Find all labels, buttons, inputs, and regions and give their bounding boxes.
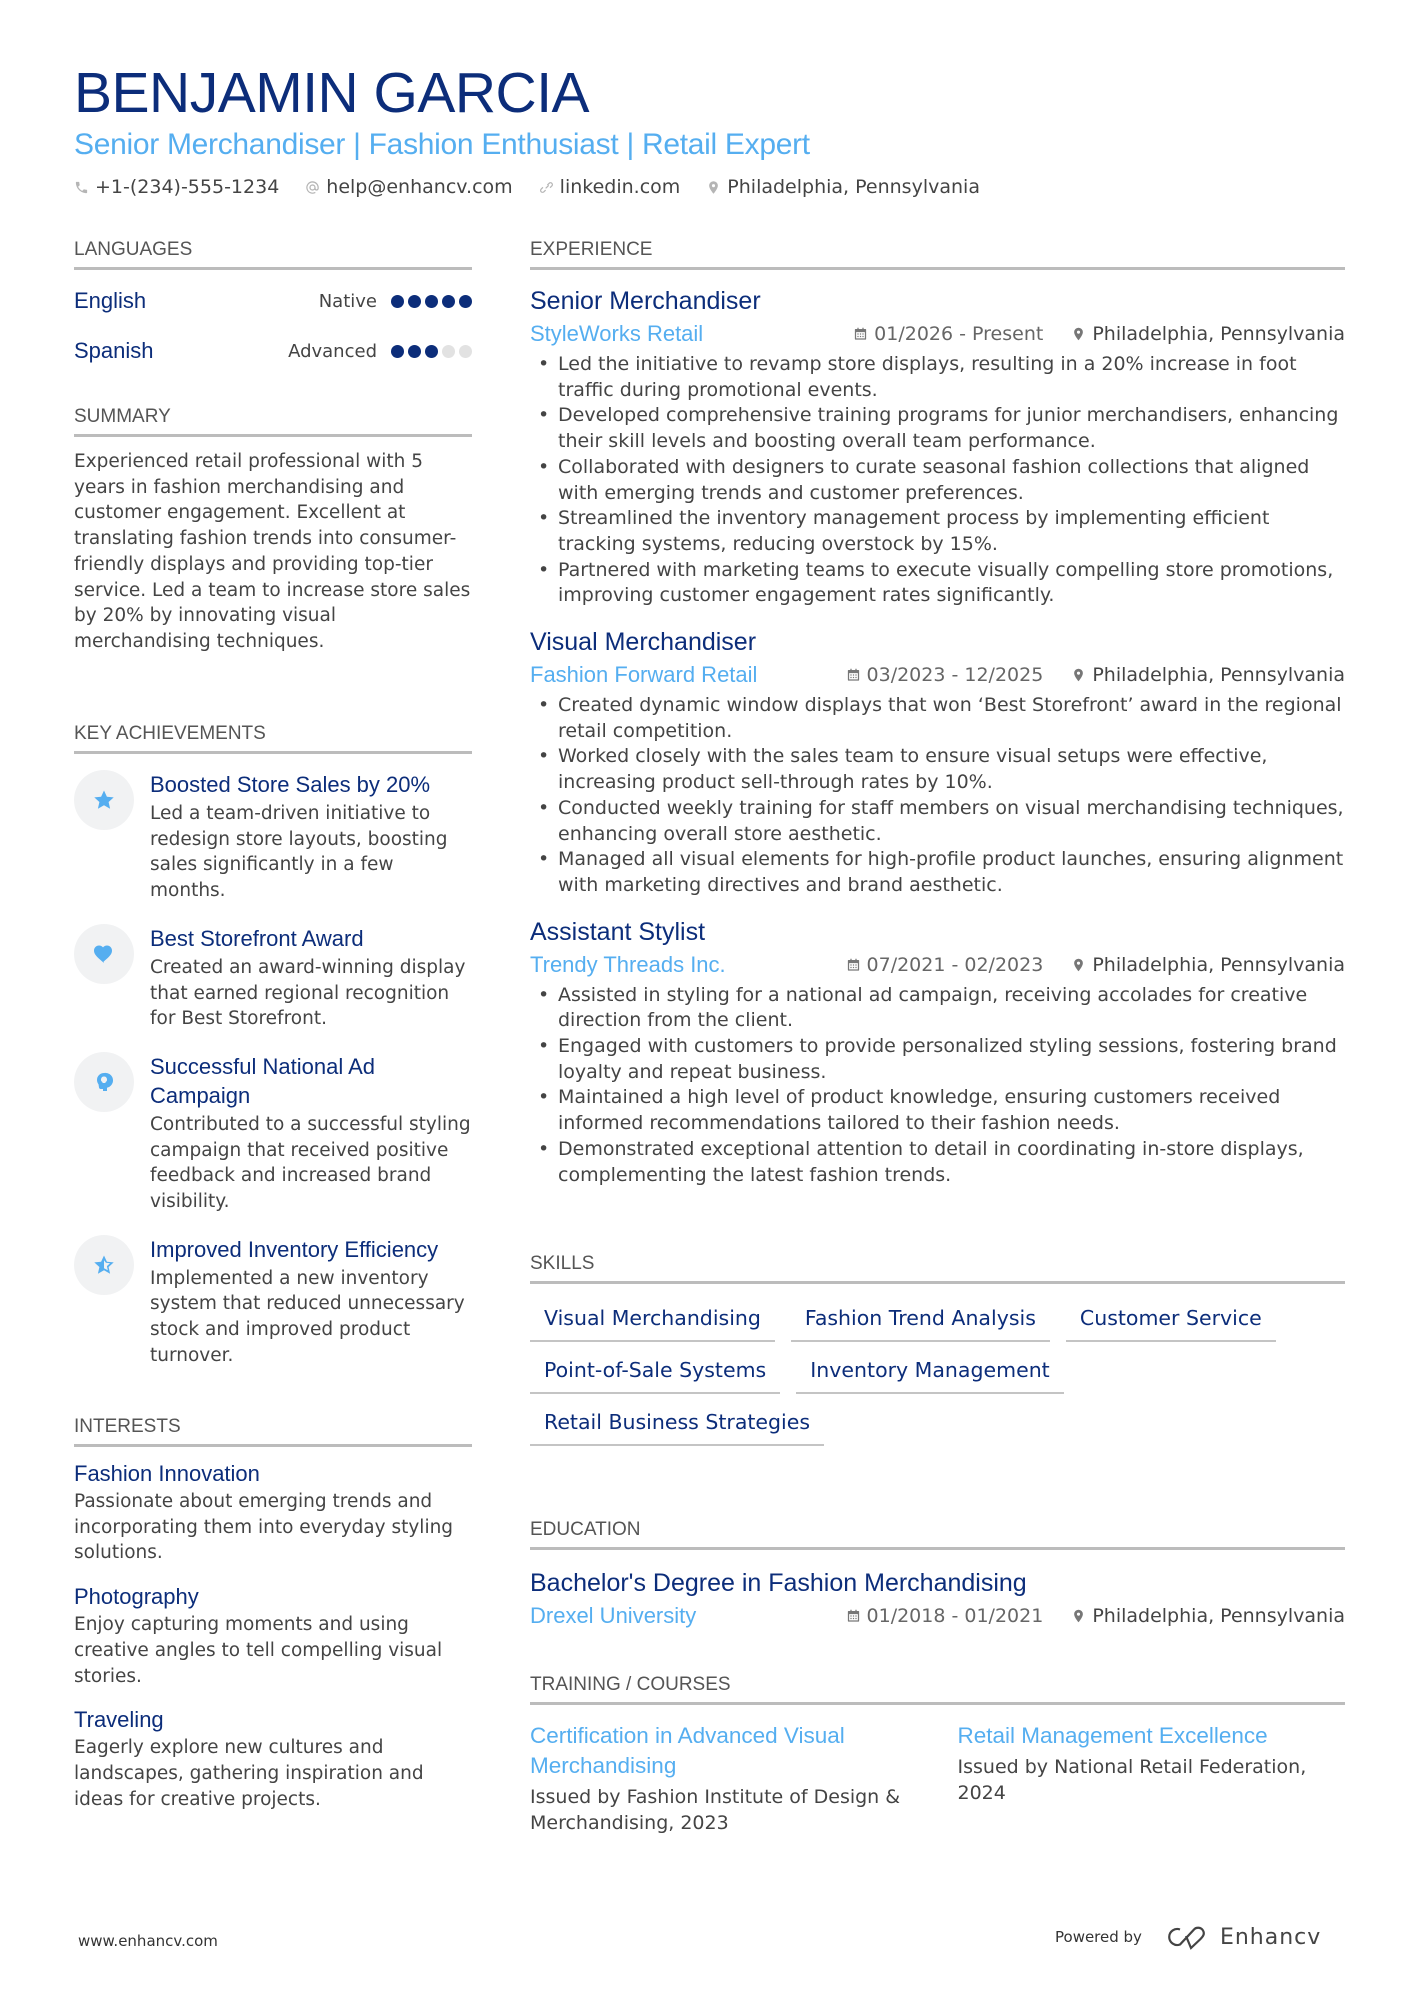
- half-star-icon: [74, 1235, 134, 1295]
- job-location-text: Philadelphia, Pennsylvania: [1092, 323, 1345, 345]
- skills-section: [530, 1252, 1345, 1446]
- summary-section: [74, 405, 472, 655]
- bullet-item: • Demonstrated exceptional attention to detail in coordinating in-store displays, complementing the latest fashion trends.: [530, 1137, 1345, 1188]
- job-title: Senior Merchandiser: [530, 287, 761, 315]
- job-dates-text: 03/2023 - 12/2025: [866, 664, 1044, 687]
- section-heading-languages: LANGUAGES: [74, 238, 472, 270]
- skill-tag: Customer Service: [1066, 1304, 1276, 1342]
- interest-title: Fashion Innovation: [74, 1461, 260, 1486]
- section-heading-skills: SKILLS: [530, 1252, 1345, 1284]
- language-name: Spanish: [74, 338, 154, 363]
- bullet-item: • Maintained a high level of product knowledge, ensuring customers received informed recommendations tailored to their fashion needs.: [530, 1085, 1345, 1136]
- achievement-desc: Created an award-winning display that earned regional recognition for Best Storefront.: [150, 956, 466, 1030]
- interest-desc: Eagerly explore new cultures and landscapes, gathering inspiration and ideas for creative projects.: [74, 1737, 424, 1810]
- contact-bar: [74, 176, 1344, 198]
- bullet-item: • Partnered with marketing teams to execute visually compelling store promotions, improving customer engagement rates significantly.: [530, 558, 1345, 609]
- bullet-item: • Conducted weekly training for staff members on visual merchandising techniques, enhancing overall store aesthetic.: [530, 796, 1345, 847]
- contact-location: [706, 176, 980, 198]
- bullet-item: • Led the initiative to revamp store displays, resulting in a 20% increase in foot traffic during promotional events.: [530, 352, 1345, 403]
- languages-section: [74, 238, 472, 376]
- location-pin-icon: [1071, 1608, 1086, 1624]
- achievement-title: Successful National Ad Campaign: [150, 1053, 376, 1108]
- education-section: [530, 1518, 1345, 1632]
- dot-filled: [391, 295, 404, 308]
- course-title: Certification in Advanced Visual Merchandising: [530, 1723, 845, 1778]
- powered-by-label: Powered by: [1055, 1928, 1142, 1946]
- interest-item: [74, 1582, 472, 1689]
- course-desc: Issued by Fashion Institute of Design & Merchandising, 2023: [530, 1786, 901, 1834]
- job-title: Assistant Stylist: [530, 917, 706, 946]
- job-meta: [530, 659, 1345, 691]
- job-dates: [853, 323, 1043, 345]
- email-link[interactable]: help@enhancv.com: [326, 176, 513, 198]
- dot-filled: [442, 295, 455, 308]
- job-location: [1071, 954, 1345, 976]
- footer-website[interactable]: www.enhancv.com: [78, 1932, 218, 1950]
- bullet-item: • Engaged with customers to provide personalized styling sessions, fostering brand loyalty and repeat business.: [530, 1034, 1345, 1085]
- location-text: Philadelphia, Pennsylvania: [727, 176, 980, 198]
- education-location: [1071, 1605, 1345, 1627]
- job-bullets: [530, 983, 1345, 1189]
- school-name: Drexel University: [530, 1603, 697, 1628]
- contact-phone: [74, 176, 279, 198]
- language-level: Advanced: [288, 340, 377, 362]
- proficiency-dots: [391, 295, 472, 308]
- proficiency-dots: [391, 345, 472, 358]
- job-dates: [846, 664, 1044, 686]
- experience-section: [530, 238, 1345, 1188]
- candidate-title: Senior Merchandiser | Fashion Enthusiast | Retail Expert: [74, 128, 810, 161]
- course-title: Retail Management Excellence: [957, 1723, 1268, 1748]
- skill-tag: Point-of-Sale Systems: [530, 1356, 780, 1394]
- job-bullets: [530, 352, 1345, 609]
- job-company: StyleWorks Retail: [530, 321, 704, 346]
- dot-filled: [391, 345, 404, 358]
- bullet-item: • Streamlined the inventory management process by implementing efficient tracking systems, reducing overstock by 15%.: [530, 506, 1345, 557]
- calendar-icon: [853, 326, 868, 342]
- achievement-item: [74, 770, 472, 904]
- job-company: Fashion Forward Retail: [530, 662, 758, 688]
- interest-title: Traveling: [74, 1707, 164, 1733]
- contact-email[interactable]: [305, 176, 512, 198]
- job-entry: [530, 625, 1345, 899]
- education-dates-text: 01/2018 - 01/2021: [866, 1605, 1044, 1627]
- section-heading-summary: SUMMARY: [74, 405, 472, 437]
- job-meta: [530, 949, 1345, 981]
- achievement-desc: Contributed to a successful styling campaign that received positive feedback and increased brand visibility.: [150, 1113, 471, 1213]
- bullet-item: • Collaborated with designers to curate seasonal fashion collections that aligned with emerging trends and customer preferences.: [530, 455, 1345, 506]
- skill-tag: Retail Business Strategies: [530, 1408, 824, 1446]
- achievement-desc: Implemented a new inventory system that reduced unnecessary stock and improved product turnover.: [150, 1267, 465, 1366]
- phone-text: +1-(234)-555-1234: [95, 176, 280, 198]
- skill-tag: Fashion Trend Analysis: [791, 1304, 1050, 1342]
- location-pin-icon: [1071, 326, 1086, 342]
- link-icon: [539, 180, 554, 195]
- section-heading-interests: INTERESTS: [74, 1415, 472, 1447]
- language-level: Native: [318, 290, 377, 312]
- dot-filled: [408, 295, 421, 308]
- section-heading-education: EDUCATION: [530, 1518, 1345, 1550]
- language-item: [74, 326, 472, 376]
- achievements-section: [74, 722, 472, 1369]
- head-lightbulb-icon: [74, 1052, 134, 1112]
- bullet-item: • Assisted in styling for a national ad campaign, receiving accolades for creative direction from the client.: [530, 983, 1345, 1034]
- candidate-name: BENJAMIN GARCIA: [74, 61, 590, 125]
- location-pin-icon: [706, 180, 721, 195]
- contact-linkedin[interactable]: [539, 176, 681, 198]
- degree-title: Bachelor's Degree in Fashion Merchandising: [530, 1569, 1027, 1597]
- job-company: Trendy Threads Inc.: [530, 951, 726, 977]
- linkedin-link[interactable]: linkedin.com: [559, 176, 681, 198]
- education-location-text: Philadelphia, Pennsylvania: [1092, 1605, 1345, 1627]
- brand-name: Enhancv: [1219, 1924, 1322, 1950]
- training-section: [530, 1673, 1345, 1836]
- star-icon: [74, 770, 134, 830]
- job-location-text: Philadelphia, Pennsylvania: [1092, 664, 1345, 687]
- course-desc: Issued by National Retail Federation, 2024: [957, 1756, 1307, 1804]
- job-meta: [530, 318, 1345, 350]
- course-item: [530, 1721, 918, 1836]
- heart-icon: [74, 924, 134, 984]
- dot-filled: [459, 295, 472, 308]
- job-title: Visual Merchandiser: [530, 628, 757, 657]
- skill-tag: Visual Merchandising: [530, 1304, 775, 1342]
- job-bullets: [530, 693, 1345, 899]
- resume-header: [74, 60, 1344, 198]
- course-item: [958, 1721, 1346, 1836]
- bullet-item: • Worked closely with the sales team to ensure visual setups were effective, increasing product sell-through rates by 10%.: [530, 744, 1345, 795]
- location-pin-icon: [1071, 667, 1086, 683]
- achievement-title: Best Storefront Award: [150, 925, 364, 951]
- interest-desc: Passionate about emerging trends and incorporating them into everyday styling solutions.: [74, 1491, 454, 1564]
- achievement-item: [74, 1052, 472, 1215]
- skill-tag: Inventory Management: [796, 1356, 1063, 1394]
- interest-desc: Enjoy capturing moments and using creative angles to tell compelling visual stories.: [74, 1614, 443, 1687]
- job-location: [1071, 323, 1345, 345]
- achievement-title: Boosted Store Sales by 20%: [150, 772, 431, 797]
- courses-list: [530, 1721, 1345, 1836]
- bullet-item: • Created dynamic window displays that won ‘Best Storefront’ award in the regional retail competition.: [530, 693, 1345, 744]
- education-dates: [846, 1605, 1044, 1627]
- dot-empty: [442, 345, 455, 358]
- language-item: [74, 276, 472, 326]
- calendar-icon: [846, 957, 861, 973]
- calendar-icon: [846, 667, 861, 683]
- dot-filled: [408, 345, 421, 358]
- interest-item: [74, 1459, 472, 1566]
- interest-title: Photography: [74, 1584, 199, 1610]
- dot-filled: [425, 295, 438, 308]
- location-pin-icon: [1071, 957, 1086, 973]
- footer-branding: [1055, 1924, 1321, 1950]
- enhancv-logo[interactable]: [1164, 1924, 1321, 1950]
- job-dates-text: 07/2021 - 02/2023: [866, 953, 1044, 976]
- achievement-item: [74, 1235, 472, 1369]
- job-location: [1071, 664, 1345, 686]
- achievement-item: [74, 924, 472, 1032]
- phone-icon: [74, 180, 89, 195]
- job-entry: [530, 284, 1345, 609]
- job-entry: [530, 915, 1345, 1189]
- achievement-desc: Led a team-driven initiative to redesign store layouts, boosting sales significantly in a few months.: [150, 803, 448, 902]
- interest-item: [74, 1705, 472, 1812]
- interests-section: [74, 1415, 472, 1812]
- dot-empty: [459, 345, 472, 358]
- job-location-text: Philadelphia, Pennsylvania: [1092, 953, 1345, 976]
- section-heading-experience: EXPERIENCE: [530, 238, 1345, 270]
- section-heading-training: TRAINING / COURSES: [530, 1673, 1345, 1705]
- education-meta: [530, 1600, 1345, 1632]
- bullet-item: • Managed all visual elements for high-profile product launches, ensuring alignment with marketing directives and brand aesthetic.: [530, 847, 1345, 898]
- job-dates: [846, 954, 1044, 976]
- summary-text: Experienced retail professional with 5 years in fashion merchandising and customer engagement. Excellent at translating fashion trends into consumer-friendly displays and providing top-tier service. Led a team to increase store sales by 20% by innovating visual merchandising techniques.: [74, 451, 471, 652]
- at-icon: [305, 180, 320, 195]
- bullet-item: • Developed comprehensive training programs for junior merchandisers, enhancing their skill levels and boosting overall team performance.: [530, 403, 1345, 454]
- job-dates-text: 01/2026 - Present: [874, 323, 1044, 345]
- section-heading-achievements: KEY ACHIEVEMENTS: [74, 722, 472, 754]
- language-name: English: [74, 288, 147, 313]
- skills-list: [530, 1304, 1345, 1446]
- enhancv-logo-icon: [1164, 1924, 1210, 1950]
- achievement-title: Improved Inventory Efficiency: [150, 1236, 439, 1262]
- calendar-icon: [846, 1608, 861, 1624]
- dot-filled: [425, 345, 438, 358]
